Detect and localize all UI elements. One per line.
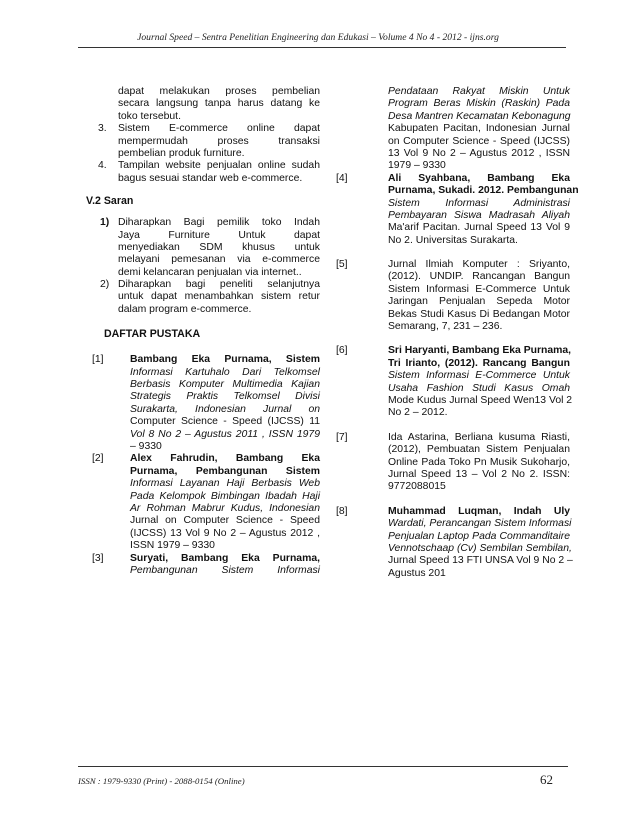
list-number: 1) (100, 217, 110, 229)
text-line: dapat melakukan proses pembelian (118, 86, 320, 97)
text-line: menyediakan SDM khusus untuk (118, 241, 320, 253)
reference-number: [3] (92, 552, 104, 564)
text-line: Jaringan Penjualan Sepeda Motor (388, 296, 570, 308)
reference-number: [1] (92, 354, 104, 366)
text-line: Pembangunan Sistem Informasi (130, 564, 320, 576)
reference-5 (336, 259, 570, 333)
text-line: Jaya Furniture Untuk dapat (118, 229, 320, 241)
text-line: Surakarta, Indonesian Jurnal on (130, 403, 320, 415)
text-line: Tri Irianto, (2012). Rancang Bangun (388, 357, 570, 369)
text-line: Bambang Eka Purnama, Sistem (130, 354, 320, 366)
reference-1 (92, 354, 320, 453)
text-line: Pembayaran Siswa Madrasah Aliyah (388, 209, 570, 221)
text-line: Vennotschaap (Cv) Sembilan Sembilan, (388, 542, 572, 554)
text-line: demi kelancaran penjualan via internet.. (118, 266, 302, 278)
list-continuation (88, 86, 320, 123)
text-line: bagus sesuai standar web e-commerce. (118, 172, 303, 184)
text-line: melayani pemesanan via e-commerce (118, 254, 320, 266)
text-line: (2012). UNDIP. Rancangan Bangun (388, 271, 570, 283)
text-line: Jurnal on Computer Science - Speed (130, 515, 320, 527)
text-line: Sri Haryanti, Bambang Eka Purnama, (388, 345, 572, 357)
header-rule (78, 47, 566, 48)
text-line: Sistem Informasi Administrasi (388, 197, 570, 209)
text-line: Program Beras Miskin (Raskin) Pada (388, 98, 570, 110)
text-line: Pendataan Rakyat Miskin Untuk (388, 86, 570, 97)
text-line: (2012), Pembuatan Sistem Penjualan (388, 444, 570, 456)
text-line: Usaha Fashion Studi Kasus Omah (388, 382, 570, 394)
text-line: Sistem Informasi E-Commerce Untuk (388, 370, 570, 382)
text-line: Agustus 201 (388, 567, 446, 579)
reference-4 (336, 172, 579, 247)
reference-2 (92, 453, 320, 552)
footer-rule (78, 766, 568, 767)
text-line: Muhammad Luqman, Indah Uly (388, 505, 570, 517)
text-line: Computer Science - Speed (IJCSS) 11 (130, 416, 320, 428)
text-line: Sistem Informasi E-Commerce Untuk (388, 283, 570, 295)
reference-6 (336, 345, 573, 419)
reference-number: [5] (336, 259, 348, 271)
text-line: Alex Fahrudin, Bambang Eka (130, 453, 320, 465)
list-number: 4. (98, 160, 107, 172)
text-line: No 2 – 2012. (388, 407, 448, 419)
text-line: Ali Syahbana, Bambang Eka (388, 172, 570, 184)
left-column (88, 86, 320, 577)
text-line: No 2. Universitas Surakarta. (388, 234, 518, 246)
text-line: 1979 – 9330 (388, 160, 446, 172)
text-line: Ida Astarina, Berliana kusuma Riasti, (388, 431, 570, 443)
text-line: Berbasis Komputer Multimedia Kajian (130, 379, 320, 391)
reference-number: [4] (336, 172, 348, 184)
text-line: Desa Mantren Kecamatan Kebonagung (388, 110, 571, 122)
text-line: ISSN 1979 – 9330 (130, 540, 215, 552)
text-line: Bekas Studi Kasus Di Bedangan Motor (388, 308, 570, 320)
text-line: Purnama, Pembangunan Sistem (130, 465, 320, 477)
text-line: Jurnal Speed 13 FTI UNSA Vol 9 No 2 – (388, 555, 573, 567)
text-line: Purnama, Sukadi. 2012. Pembangunan (388, 185, 579, 197)
text-line: Mode Kudus Jurnal Speed Wen13 Vol 2 (388, 394, 573, 406)
section-title-saran: V.2 Saran (86, 195, 134, 208)
text-line: mempermudah proses transaksi (118, 135, 320, 147)
reference-3-continued (336, 86, 570, 173)
reference-number: [6] (336, 345, 348, 357)
text-line: secara langsung tanpa harus datang ke (118, 98, 320, 110)
right-column (336, 86, 579, 580)
reference-number: [7] (336, 431, 348, 443)
text-line: 9772088015 (388, 481, 446, 493)
text-line: Wardati, Perancangan Sistem Informasi (388, 518, 572, 530)
text-line: Diharapkan bagi peneliti selanjutnya (118, 279, 320, 291)
reference-number: [8] (336, 505, 348, 517)
text-line: Jurnal Speed 13 – Vol 2 No 2. ISSN: (388, 468, 570, 480)
text-line: Strategis Praktis Telkomsel Divisi (130, 391, 320, 403)
footer-issn: ISSN : 1979-9330 (Print) - 2088-0154 (Online) (78, 776, 245, 786)
page-number: 62 (540, 772, 553, 787)
text-line: Semarang, 7, 231 – 236. (388, 321, 503, 333)
text-line: Penjualan Laptop Pada Commanditaire (388, 530, 570, 542)
saran-item-2 (88, 279, 320, 316)
text-line: 13 Vol 9 No 2 – Agustus 2012 , ISSN (388, 147, 570, 159)
text-line: toko tersebut. (118, 110, 181, 122)
list-number: 2) (100, 279, 110, 291)
text-line: Diharapkan Bagi pemilik toko Indah (118, 217, 320, 229)
text-line: (IJCSS) 13 Vol 9 No 2 – Agustus 2012 , (130, 527, 320, 539)
list-item-4 (88, 160, 320, 185)
text-line: Ma'arif Pacitan. Jurnal Speed 13 Vol 9 (388, 222, 570, 234)
text-line: Sistem E-commerce online dapat (118, 123, 320, 135)
reference-3 (92, 553, 320, 578)
text-line: Tampilan website penjualan online sudah (118, 160, 320, 172)
text-line: – 9330 (130, 440, 162, 452)
text-line: untuk dapat menambahkan sistem retur (118, 291, 320, 303)
text-line: Informasi Layanan Haji Berbasis Web (130, 478, 320, 490)
text-line: pembelian produk furniture. (118, 147, 245, 159)
text-line: Jurnal Ilmiah Komputer : Sriyanto, (388, 259, 570, 271)
list-number: 3. (98, 123, 107, 135)
references-title: DAFTAR PUSTAKA (104, 328, 201, 341)
text-line: dalam program e-commerce. (118, 303, 252, 315)
reference-7 (336, 432, 570, 494)
text-line: Pada Kelompok Bimbingan Ibadah Haji (130, 490, 320, 502)
text-line: Ar Rohman Mabrur Kudus, Indonesian (130, 502, 320, 514)
text-line: Kabupaten Pacitan, Indonesian Jurnal (388, 123, 570, 135)
reference-8 (336, 505, 573, 580)
text-line: on Computer Science - Speed (IJCSS) (388, 135, 570, 147)
text-line: Informasi Kartuhalo Dari Telkomsel (130, 366, 320, 378)
text-line: Suryati, Bambang Eka Purnama, (130, 552, 320, 564)
list-item-3 (88, 123, 320, 160)
text-line: Vol 8 No 2 – Agustus 2011 , ISSN 1979 (130, 428, 320, 440)
reference-number: [2] (92, 453, 104, 465)
text-line: Online Pada Toko Pn Musik Sukoharjo, (388, 456, 570, 468)
running-header: Journal Speed – Sentra Penelitian Engineering dan Edukasi – Volume 4 No 4 - 2012 - ijns.org (137, 32, 499, 43)
saran-item-1 (88, 217, 320, 279)
